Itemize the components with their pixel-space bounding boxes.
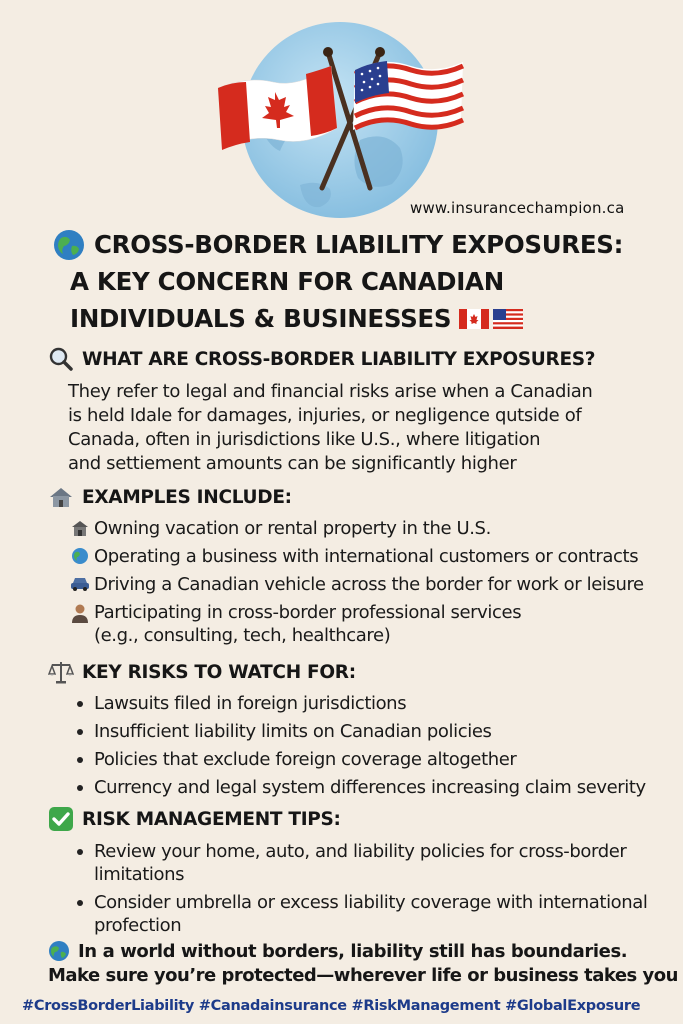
example-text-4-main: Participating in cross-border professional services xyxy=(94,602,522,623)
bullet-icon xyxy=(77,701,83,707)
footer-line-2: Make sure you’re protected—wherever life or business takes you xyxy=(48,965,678,986)
risk-text-1: Lawsuits filed in foreign jurisdictions xyxy=(94,693,407,714)
website-url[interactable]: www.insurancechampion.ca xyxy=(410,199,625,217)
tip-1-line-1: Review your home, auto, and liability policies for cross-border xyxy=(94,841,627,862)
page-title xyxy=(52,226,623,337)
what-text-line-4: and settiement amounts can be significantly higher xyxy=(68,453,517,474)
risk-text-2: Insufficient liability limits on Canadian policies xyxy=(94,721,492,742)
what-text-line-2: is held Idale for damages, injuries, or negligence qutside of xyxy=(68,405,582,426)
what-text-line-3: Canada, often in jurisdictions like U.S., where litigation xyxy=(68,429,541,450)
bullet-icon xyxy=(77,785,83,791)
what-description xyxy=(68,380,668,476)
footer-tagline xyxy=(48,940,627,962)
scales-icon xyxy=(48,659,74,685)
risks-list xyxy=(66,692,676,804)
risk-text-4: Currency and legal system differences increasing claim severity xyxy=(94,777,646,798)
us-flag-icon xyxy=(493,309,523,329)
house-icon xyxy=(48,484,74,510)
what-text-line-1: They refer to legal and financial risks arise when a Canadian xyxy=(68,381,593,402)
list-item xyxy=(66,891,676,937)
tip-2-line-1: Consider umbrella or excess liability coverage with international xyxy=(94,892,648,913)
list-item xyxy=(66,545,676,568)
hero-illustration xyxy=(0,0,683,222)
list-item xyxy=(66,692,676,715)
hashtags[interactable]: #CrossBorderLiability #Canadainsurance #RiskManagement #GlobalExposure xyxy=(22,998,641,1014)
house-icon xyxy=(71,519,89,537)
tip-2-line-2: profection xyxy=(94,915,182,936)
examples-list xyxy=(66,517,676,652)
example-text-1: Owning vacation or rental property in the U.S. xyxy=(94,518,491,539)
bullet-icon xyxy=(77,757,83,763)
bullet-icon xyxy=(77,729,83,735)
tip-text-1 xyxy=(94,840,626,886)
examples-heading xyxy=(48,484,292,510)
bullet-icon xyxy=(77,849,83,855)
check-icon xyxy=(48,806,74,832)
list-item xyxy=(66,517,676,540)
examples-heading-text: EXAMPLES INCLUDE: xyxy=(82,486,292,508)
tips-list xyxy=(66,840,676,942)
example-text-4 xyxy=(94,601,521,647)
list-item xyxy=(66,601,676,647)
risk-text-3: Policies that exclude foreign coverage altogether xyxy=(94,749,517,770)
globe-icon xyxy=(71,547,89,565)
what-heading xyxy=(48,346,595,372)
list-item xyxy=(66,720,676,743)
magnifier-icon xyxy=(48,346,74,372)
footer-line-1: In a world without borders, liability still has boundaries. xyxy=(78,940,628,962)
example-text-4-sub: (e.g., consulting, tech, healthcare) xyxy=(94,625,391,646)
list-item xyxy=(66,748,676,771)
title-line-1: CROSS-BORDER LIABILITY EXPOSURES: xyxy=(94,230,624,259)
what-heading-text: WHAT ARE CROSS-BORDER LIABILITY EXPOSURES? xyxy=(82,348,596,370)
list-item xyxy=(66,573,676,596)
globe-icon xyxy=(52,228,86,262)
us-flag xyxy=(353,61,463,130)
person-icon xyxy=(70,603,90,623)
globe-icon xyxy=(48,940,70,962)
title-line-3: INDIVIDUALS & BUSINESSES xyxy=(70,304,452,333)
canada-flag-icon xyxy=(459,309,489,329)
tips-heading-text: RISK MANAGEMENT TIPS: xyxy=(82,808,341,830)
car-icon xyxy=(70,575,90,593)
example-text-2: Operating a business with international customers or contracts xyxy=(94,546,639,567)
title-line-2: A KEY CONCERN FOR CANADIAN xyxy=(70,267,504,296)
tip-1-line-2: limitations xyxy=(94,864,185,885)
risks-heading-text: KEY RISKS TO WATCH FOR: xyxy=(82,661,356,683)
tips-heading xyxy=(48,806,341,832)
list-item xyxy=(66,840,676,886)
risks-heading xyxy=(48,659,356,685)
bullet-icon xyxy=(77,900,83,906)
tip-text-2 xyxy=(94,891,648,937)
example-text-3: Driving a Canadian vehicle across the border for work or leisure xyxy=(94,574,644,595)
list-item xyxy=(66,776,676,799)
